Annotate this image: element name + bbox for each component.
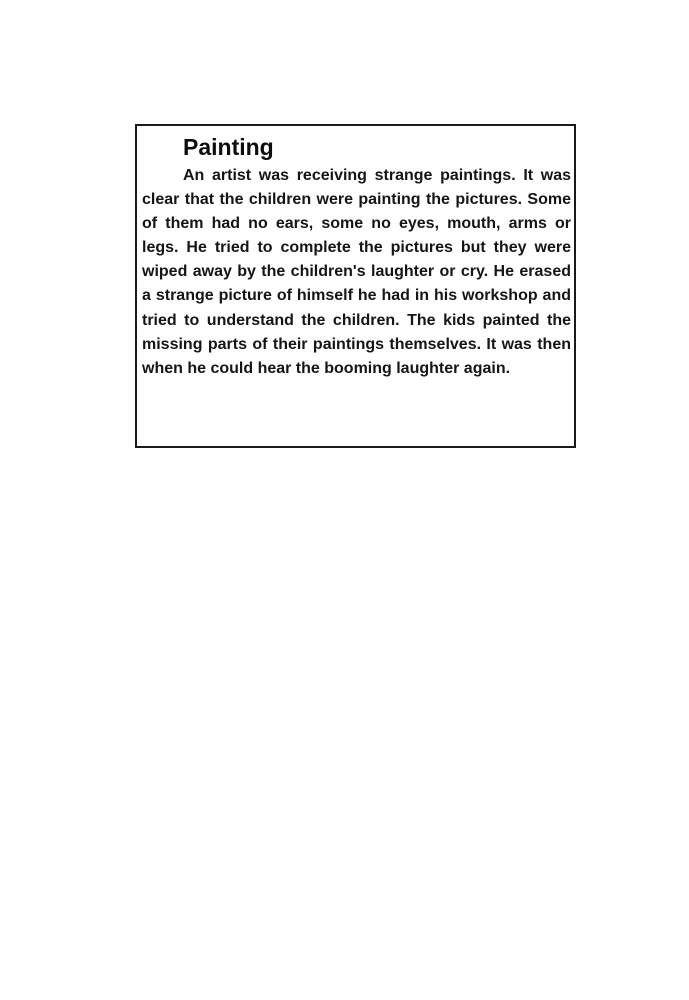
story-text: An artist was receiving strange paintings. It was clear that the children were painting the pictures. Some of them had no ears, some no eyes, mouth, arms or legs. He tried to complete the pictures but they were wiped away by the children's laughter or cry. He erased a strange picture of himself he had in his workshop and tried to understand the children. The kids painted the missing parts of their paintings themselves. It was then when he could hear the booming laughter again. — [142, 167, 571, 377]
story-title: Painting — [183, 134, 274, 160]
story-box — [135, 124, 576, 448]
